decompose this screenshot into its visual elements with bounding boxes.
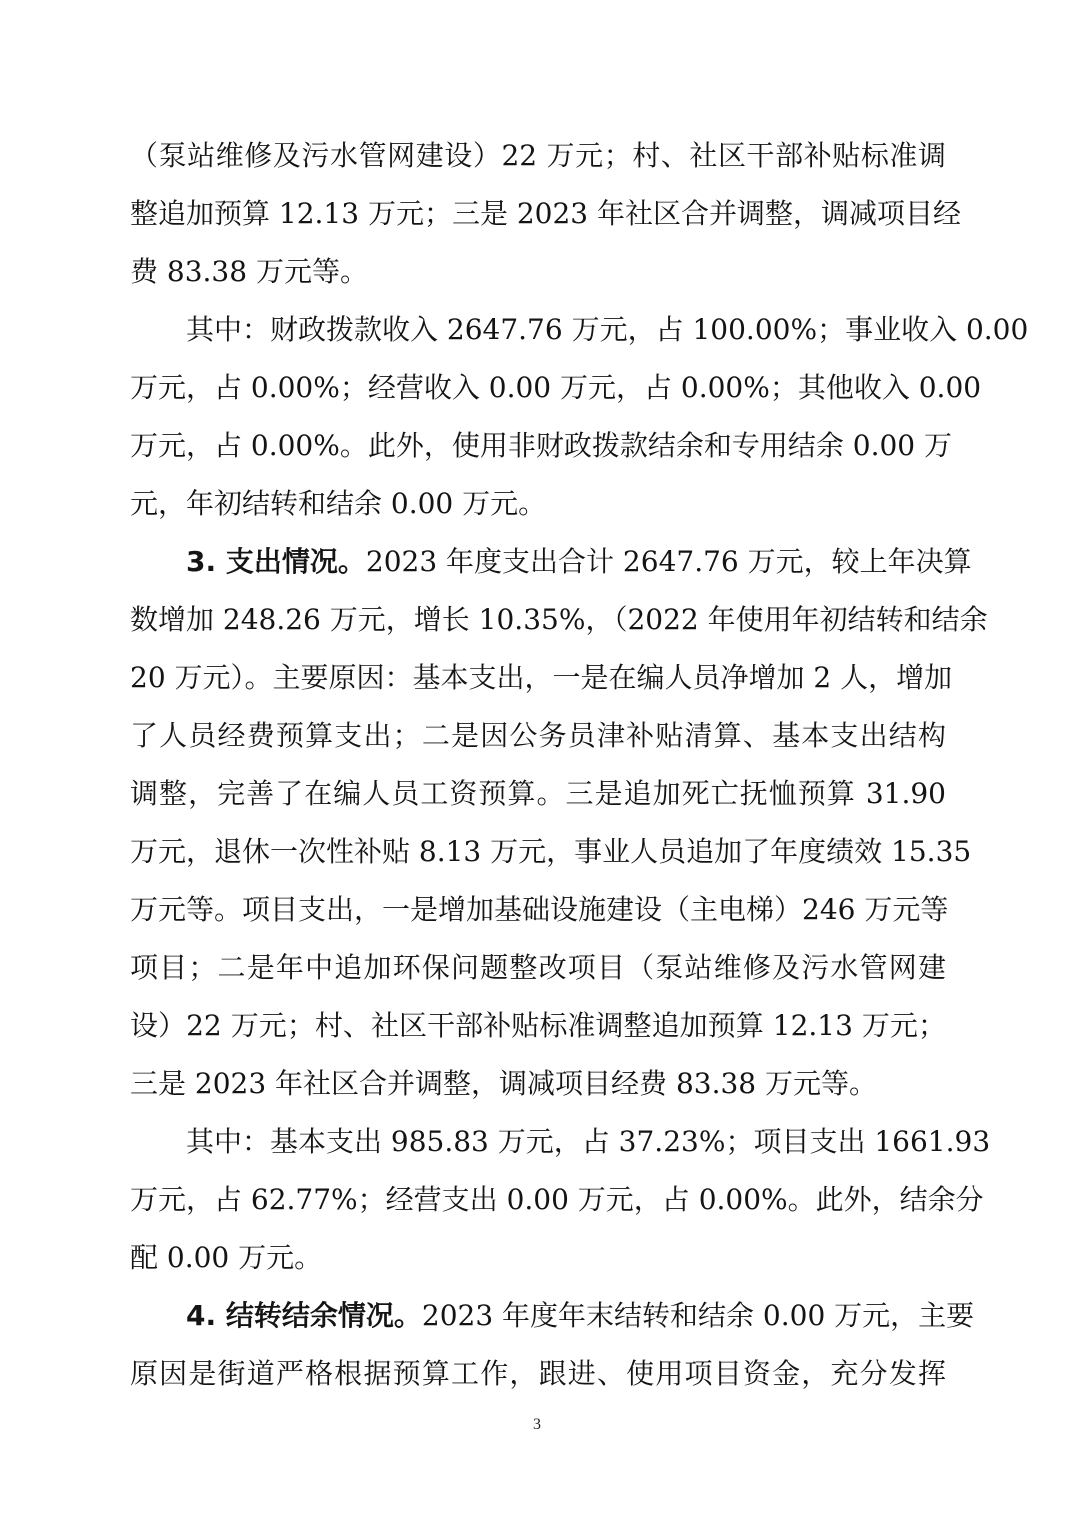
paragraph-3-line-3: 20 万元）。主要原因：基本支出，一是在编人员净增加 2 人，增加 (130, 661, 953, 694)
paragraph-3-line-10: 三是 2023 年社区合并调整，调减项目经费 83.38 万元等。 (130, 1067, 878, 1100)
paragraph-3-line-4: 了人员经费预算支出；二是因公务员津补贴清算、基本支出结构 (130, 719, 946, 752)
paragraph-4-line-1: 其中：基本支出 985.83 万元，占 37.23%；项目支出 1661.93 (186, 1125, 991, 1158)
paragraph-5-line-1 (130, 1288, 975, 1344)
paragraph-3-line-7: 万元等。项目支出，一是增加基础设施建设（主电梯）246 万元等 (130, 893, 949, 926)
paragraph-3-line-9: 设）22 万元；村、社区干部补贴标准调整追加预算 12.13 万元； (130, 1009, 946, 1042)
paragraph-5-line-1-text: 2023 年度年末结转和结余 0.00 万元，主要 (421, 1299, 975, 1332)
paragraph-4-line-2: 万元，占 62.77%；经营支出 0.00 万元，占 0.00%。此外，结余分 (130, 1183, 984, 1216)
paragraph-1-line-1: （泵站维修及污水管网建设）22 万元；村、社区干部补贴标准调 (130, 139, 946, 172)
section-heading-expenditure: 3. 支出情况。 (186, 545, 366, 578)
paragraph-2-line-2: 万元，占 0.00%；经营收入 0.00 万元，占 0.00%；其他收入 0.00 (130, 371, 982, 404)
paragraph-3-line-1 (130, 534, 972, 590)
paragraph-3-line-2: 数增加 248.26 万元，增长 10.35%，（2022 年使用年初结转和结余 (130, 603, 988, 636)
paragraph-4-line-3: 配 0.00 万元。 (130, 1241, 323, 1274)
paragraph-3-line-1-text: 2023 年度支出合计 2647.76 万元，较上年决算 (365, 545, 972, 578)
paragraph-2-line-4: 元，年初结转和结余 0.00 万元。 (130, 487, 547, 520)
paragraph-5-line-2: 原因是街道严格根据预算工作，跟进、使用项目资金，充分发挥 (130, 1357, 946, 1390)
paragraph-3-line-8: 项目；二是年中追加环保问题整改项目（泵站维修及污水管网建 (130, 951, 946, 984)
section-heading-carryover: 4. 结转结余情况。 (186, 1299, 422, 1332)
paragraph-2-line-3: 万元，占 0.00%。此外，使用非财政拨款结余和专用结余 0.00 万 (130, 429, 952, 462)
paragraph-3-line-6: 万元，退休一次性补贴 8.13 万元，事业人员追加了年度绩效 15.35 (130, 835, 972, 868)
page-number: 3 (533, 1416, 541, 1433)
paragraph-3-line-5: 调整，完善了在编人员工资预算。三是追加死亡抚恤预算 31.90 (130, 777, 946, 810)
paragraph-2-line-1: 其中：财政拨款收入 2647.76 万元，占 100.00%；事业收入 0.00 (186, 313, 1029, 346)
paragraph-1-line-2: 整追加预算 12.13 万元；三是 2023 年社区合并调整，调减项目经 (130, 197, 962, 230)
paragraph-1-line-3: 费 83.38 万元等。 (130, 255, 368, 288)
